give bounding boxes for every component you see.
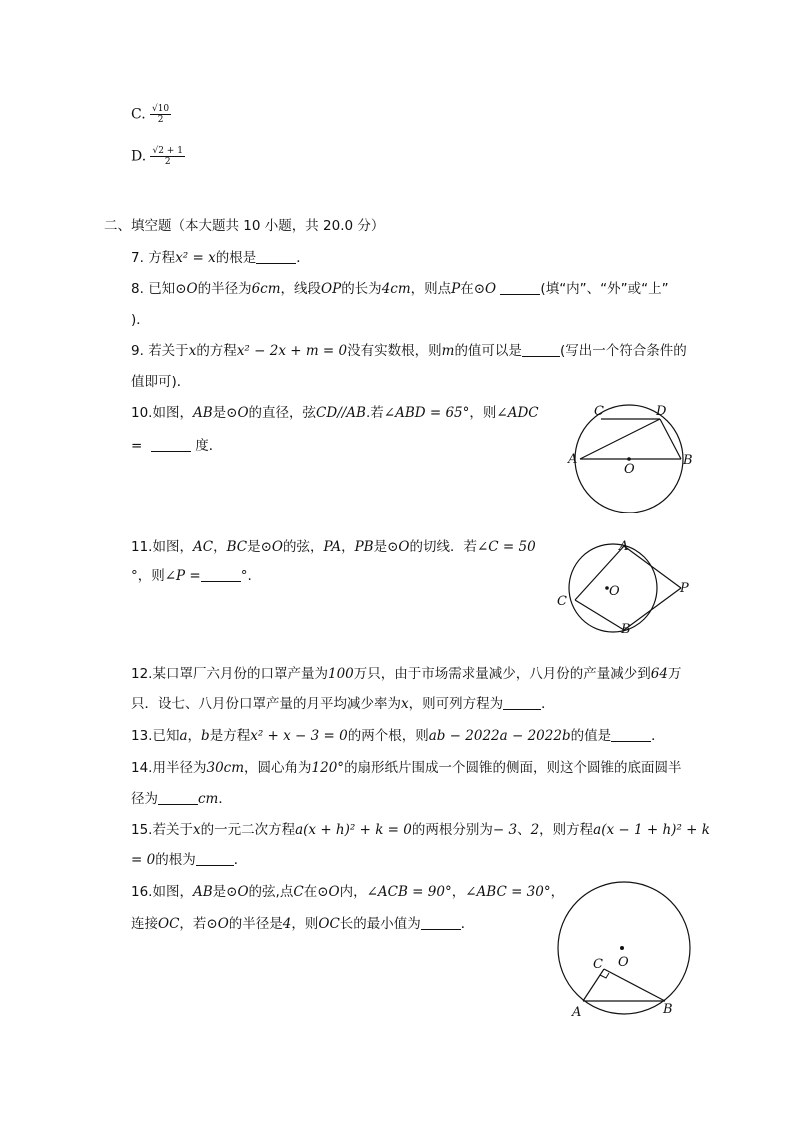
question-number: 11. (131, 539, 153, 555)
question-number: 15. (131, 822, 153, 838)
answer-blank (151, 437, 191, 452)
question-number: 10. (131, 405, 153, 421)
label-b: B (683, 453, 693, 468)
question-number: 14. (131, 760, 153, 776)
answer-blank (500, 280, 540, 295)
label-a: A (619, 539, 629, 554)
answer-blank (201, 567, 241, 582)
text: 已知 (148, 281, 176, 297)
question-14: 14.用半径为30cm，圆心角为120°的扇形纸片围成一个圆锥的侧面，则这个圆锥的底面圆半 (131, 760, 682, 776)
option-c (131, 104, 171, 125)
text: 方程 (148, 250, 176, 266)
question-16-cont: 连接OC，若⊙O的半径是4，则OC长的最小值为 ． (131, 916, 475, 932)
answer-blank (522, 342, 560, 357)
math-expr: x² = x (175, 250, 216, 266)
question-12: 12.某口罩厂六月份的口罩产量为100万只，由于市场需求量减少，八月份的产量减少到64万 (131, 666, 682, 682)
answer-blank (611, 727, 651, 742)
label-o: O (609, 584, 620, 599)
question-number: 9. (131, 343, 144, 359)
question-15-cont: = 0的根为 ． (131, 852, 248, 868)
segment-bc (604, 969, 665, 1001)
label-b: B (663, 1002, 673, 1017)
question-8-cont: )． (131, 312, 150, 328)
label-b: B (621, 622, 631, 637)
question-10: 10.如图，AB是⊙O的直径，弦CD//AB.若∠ABD = 65°，则∠ADC (131, 405, 539, 421)
label-c: C (593, 957, 603, 972)
fraction-denominator: 2 (157, 115, 164, 125)
option-fraction (150, 104, 171, 125)
question-16: 16.如图，AB是⊙O的弦,点C在⊙O内，∠ACB = 90°，∠ABC = 30°， (131, 884, 565, 900)
label-o: O (618, 955, 629, 970)
label-o: O (624, 462, 635, 477)
answer-blank (196, 851, 234, 866)
center-dot (627, 457, 631, 461)
fraction-numerator: √10 (151, 104, 170, 114)
question-number: 7. (131, 250, 144, 266)
figure-q11 (553, 536, 703, 640)
option-letter: C. (131, 106, 146, 123)
option-d (131, 146, 185, 167)
question-8: 8. 已知⊙O的半径为6cm，线段OP的长为4cm，则点P在⊙O (填“内”、“外”或“上” (131, 281, 669, 297)
question-14-cont: 径为 cm． (131, 791, 232, 807)
question-12-cont: 只．设七、八月份口罩产量的月平均减少率为x，则可列方程为 ． (131, 696, 555, 712)
center-dot (620, 946, 624, 950)
label-c: C (557, 594, 567, 609)
figure-q10 (560, 398, 700, 513)
answer-blank (503, 695, 541, 710)
question-11: 11.如图，AC，BC是⊙O的弦，PA，PB是⊙O的切线．若∠C = 50 (131, 539, 536, 555)
answer-blank (158, 790, 198, 805)
fraction-denominator: 2 (164, 157, 171, 167)
answer-blank (256, 249, 296, 264)
question-number: 13. (131, 728, 153, 744)
question-number: 12. (131, 666, 153, 682)
text: ． (296, 250, 310, 266)
question-9: 9. 若关于x的方程x² − 2x + m = 0没有实数根，则m的值可以是 (写出一个符合条件的 (131, 343, 687, 359)
fraction-numerator: √2 + 1 (152, 146, 183, 156)
answer-blank (421, 915, 461, 930)
option-letter: D. (131, 148, 147, 165)
segment-ac (583, 969, 604, 1001)
label-a: A (572, 1005, 582, 1020)
question-7 (131, 248, 310, 268)
section-title: 二、填空题（本大题共 10 小题，共 20.0 分） (104, 218, 385, 234)
question-10-cont: = 度． (131, 438, 223, 454)
label-p: P (680, 581, 689, 596)
chord-bc (575, 600, 624, 630)
question-13: 13.已知a，b是方程x² + x − 3 = 0的两个根，则ab − 2022a − 2022b的值是 ． (131, 728, 665, 744)
question-11-cont: °，则∠P = °. (131, 568, 252, 584)
label-d: D (656, 404, 667, 419)
figure-q16 (552, 880, 702, 1022)
question-number: 8. (131, 281, 144, 297)
label-c: C (594, 404, 604, 419)
option-fraction (150, 146, 184, 167)
question-15: 15.若关于x的一元二次方程a(x + h)² + k = 0的两根分别为− 3、2，则方程a(x − 1 + h)² + k (131, 822, 710, 838)
label-a: A (568, 452, 578, 467)
segment-ad (580, 419, 660, 459)
text: 的根是 (215, 250, 257, 266)
question-9-cont: 值即可)． (131, 374, 191, 390)
question-number: 16. (131, 884, 153, 900)
tangent-pb (624, 588, 681, 630)
tangent-pa (624, 546, 681, 588)
